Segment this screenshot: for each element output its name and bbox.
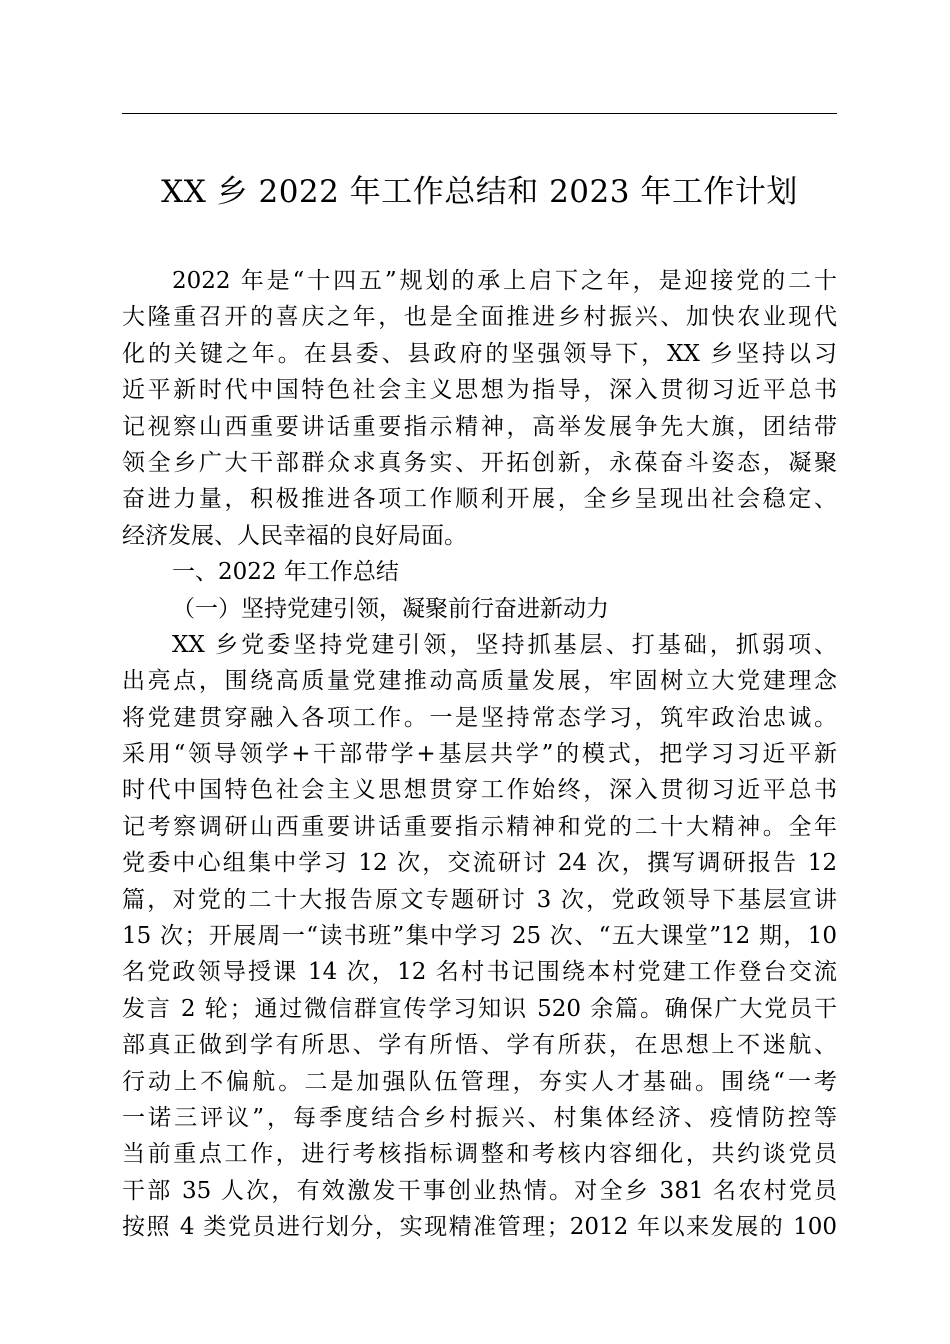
text-line: 奋进力量，积极推进各项工作顺利开展，全乡呈现出社会稳定、 — [122, 486, 837, 513]
text-line: 党委中心组集中学习 12 次，交流研讨 24 次，撰写调研报告 12 — [122, 850, 837, 877]
text-line: 篇，对党的二十大报告原文专题研讨 3 次，党政领导下基层宣讲 — [122, 886, 837, 913]
text-line: 大隆重召开的喜庆之年，也是全面推进乡村振兴、加快农业现代 — [122, 304, 837, 331]
text-line: XX 乡党委坚持党建引领，坚持抓基层、打基础，抓弱项、 — [172, 631, 837, 658]
text-line: （一）坚持党建引领，凝聚前行奋进新动力 — [172, 595, 609, 622]
text-line: 15 次；开展周一“读书班”集中学习 25 次、“五大课堂”12 期，10 — [122, 923, 837, 950]
text-line: 出亮点，围绕高质量党建推动高质量发展，牢固树立大党建理念 — [122, 668, 837, 695]
text-line: 时代中国特色社会主义思想贯穿工作始终，深入贯彻习近平总书 — [122, 777, 837, 804]
text-line: 将党建贯穿融入各项工作。一是坚持常态学习，筑牢政治忠诚。 — [122, 704, 837, 731]
text-line: 经济发展、人民幸福的良好局面。 — [122, 522, 467, 549]
text-line: 按照 4 类党员进行划分，实现精准管理；2012 年以来发展的 100 — [122, 1214, 837, 1241]
header-rule — [122, 113, 837, 114]
text-line: 干部 35 人次，有效激发干事创业热情。对全乡 381 名农村党员 — [122, 1177, 837, 1204]
text-line: 2022 年是“十四五”规划的承上启下之年，是迎接党的二十 — [172, 268, 837, 294]
text-line: 采用“领导领学+干部带学+基层共学”的模式，把学习习近平新 — [122, 741, 837, 768]
text-line: 名党政领导授课 14 次，12 名村书记围绕本村党建工作登台交流 — [122, 959, 837, 986]
document-title: XX 乡 2022 年工作总结和 2023 年工作计划 — [161, 174, 798, 210]
text-line: 记考察调研山西重要讲话重要指示精神和党的二十大精神。全年 — [122, 813, 837, 840]
text-line: 发言 2 轮；通过微信群宣传学习知识 520 余篇。确保广大党员干 — [122, 995, 837, 1022]
text-line: 行动上不偏航。二是加强队伍管理，夯实人才基础。围绕“一考 — [122, 1068, 837, 1095]
text-line: 化的关键之年。在县委、县政府的坚强领导下，XX 乡坚持以习 — [122, 340, 837, 367]
text-line: 部真正做到学有所思、学有所悟、学有所获，在思想上不迷航、 — [122, 1032, 837, 1059]
text-line: 记视察山西重要讲话重要指示精神，高举发展争先大旗，团结带 — [122, 413, 837, 440]
text-line: 一、2022 年工作总结 — [172, 559, 399, 586]
text-line: 当前重点工作，进行考核指标调整和考核内容细化，共约谈党员 — [122, 1141, 837, 1168]
text-line: 近平新时代中国特色社会主义思想为指导，深入贯彻习近平总书 — [122, 377, 837, 404]
text-line: 领全乡广大干部群众求真务实、开拓创新，永葆奋斗姿态，凝聚 — [122, 449, 837, 476]
text-line: 一诺三评议”，每季度结合乡村振兴、村集体经济、疫情防控等 — [122, 1104, 837, 1131]
document-body — [122, 263, 837, 1246]
